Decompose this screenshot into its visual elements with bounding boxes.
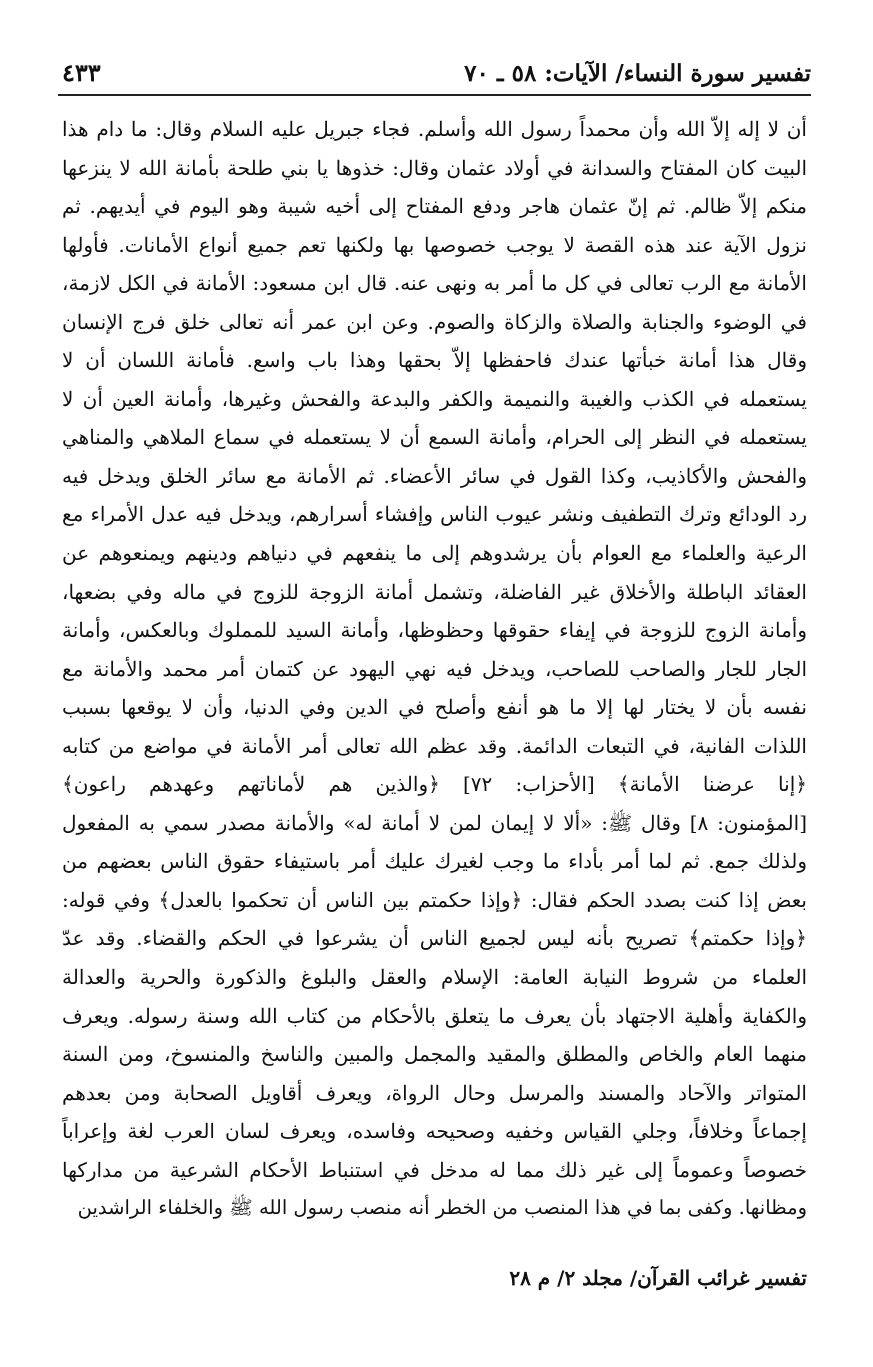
text-line: الرعية والعلماء مع العوام بأن يرشدوهم إلى ما ينفعهم في دنياهم ودينهم ويمنعوهم عن bbox=[62, 541, 807, 566]
body-text bbox=[62, 110, 807, 1228]
text-line: والكفاية وأهلية الاجتهاد بأن يعرف ما يتعلق بالأحكام من كتاب الله وسنة رسوله. ويعرف bbox=[62, 1003, 807, 1028]
text-line: ولذلك جمع. ثم لما أمر بأداء ما وجب لغيرك عليك أمر باستيفاء حقوق الناس بعضهم من bbox=[62, 849, 807, 874]
text-line: والفحش والأكاذيب، وكذا القول في سائر الأعضاء. ثم الأمانة مع سائر الخلق ويدخل فيه bbox=[62, 463, 807, 488]
text-line: إجماعاً وخلافاً، وجلي القياس وخفيه وصحيحه وفاسده، ويعرف لسان العرب لغة وإعراباً bbox=[62, 1119, 807, 1144]
text-line: المتواتر والآحاد والمسند والمرسل وحال الرواة، ويعرف أقاويل الصحابة ومن بعدهم bbox=[62, 1080, 807, 1105]
text-line: بعض إذا كنت بصدد الحكم فقال: ﴿وإذا حكمتم بين الناس أن تحكموا بالعدل﴾ وفي قوله: bbox=[62, 887, 807, 912]
page-number: ٤٣٣ bbox=[62, 58, 101, 87]
text-line: الجار للجار والصاحب للصاحب، ويدخل فيه نهي اليهود عن كتمان أمر محمد والأمانة مع bbox=[62, 656, 807, 681]
text-line: اللذات الفانية، في التبعات الدائمة. وقد عظم الله تعالى أمر الأمانة في مواضع من كتابه bbox=[62, 733, 807, 758]
text-line: منهما العام والخاص والمطلق والمقيد والمجمل والمبين والناسخ والمنسوخ، ومن السنة bbox=[62, 1042, 807, 1067]
signature-footer: تفسير غرائب القرآن/ مجلد ٢/ م ٢٨ bbox=[509, 1266, 807, 1290]
text-line: العلماء من شروط النيابة العامة: الإسلام والعقل والبلوغ والذكورة والحرية والعدالة bbox=[62, 965, 807, 990]
text-line: الأمانة مع الرب تعالى في كل ما أمر به ونهى عنه. قال ابن مسعود: الأمانة في الكل لازمة، bbox=[62, 271, 807, 296]
text-line: وأمانة الزوج للزوجة في إيفاء حقوقها وحظوظها، وأمانة السيد للمملوك وبالعكس، وأمانة bbox=[62, 618, 807, 643]
text-line: منكم إلاّ ظالم. ثم إنّ عثمان هاجر ودفع المفتاح إلى أخيه شيبة وهو اليوم في أيديهم. ثم bbox=[62, 194, 807, 219]
text-line: خصوصاً وعموماً إلى غير ذلك مما له مدخل في استنباط الأحكام الشرعية من مداركها bbox=[62, 1157, 807, 1182]
text-line: ﴿إنا عرضنا الأمانة﴾ [الأحزاب: ٧٢] ﴿والذين هم لأماناتهم وعهدهم راعون﴾ bbox=[62, 772, 807, 797]
text-line: نفسه بأن لا يختار لها إلا ما هو أنفع وأصلح في الدين وفي الدنيا، وأن لا يوقعها بسبب bbox=[62, 695, 807, 720]
text-line: ومظانها. وكفى بما في هذا المنصب من الخطر أنه منصب رسول الله ﷺ والخلفاء الراشدين bbox=[77, 1196, 807, 1220]
text-line: يستعمله في النظر إلى الحرام، وأمانة السمع أن لا يستعمله في سماع الملاهي والمناهي bbox=[62, 425, 807, 450]
text-line: نزول الآية عند هذه القصة لا يوجب خصوصها بها ولكنها تعم جميع أنواع الأمانات. فأولها bbox=[62, 232, 807, 257]
text-line: العقائد الباطلة والأخلاق غير الفاضلة، وتشمل أمانة الزوجة للزوج في ماله وفي بضعها، bbox=[62, 579, 807, 604]
text-line: أن لا إله إلاّ الله وأن محمداً رسول الله وأسلم. فجاء جبريل عليه السلام وقال: ما دام هذا bbox=[62, 117, 807, 141]
text-line: ﴿وإذا حكمتم﴾ تصريح بأنه ليس لجميع الناس أن يشرعوا في الحكم والقضاء. وقد عدّ bbox=[62, 926, 807, 951]
text-line: رد الودائع وترك التطفيف ونشر عيوب الناس وإفشاء أسرارهم، ويدخل فيه عدل الأمراء مع bbox=[62, 502, 807, 527]
header-rule bbox=[58, 94, 811, 96]
text-line: وقال هذا أمانة خبأتها عندك فاحفظها إلاّ بحقها وهذا باب واسع. فأمانة اللسان أن لا bbox=[62, 348, 807, 373]
text-line: [المؤمنون: ٨] وقال ﷺ: «ألا لا إيمان لمن لا أمانة له» والأمانة مصدر سمي به المفعول bbox=[62, 810, 807, 835]
running-title: تفسير سورة النساء/ الآيات: ٥٨ ـ ٧٠ bbox=[464, 60, 811, 87]
text-line: البيت كان المفتاح والسدانة في أولاد عثمان وقال: خذوها يا بني طلحة بأمانة الله لا ينزعها bbox=[62, 155, 807, 180]
text-line: يستعمله في الكذب والغيبة والنميمة والكفر والبدعة والفحش وغيرها، وأمانة العين أن لا bbox=[62, 386, 807, 411]
running-header bbox=[58, 52, 811, 96]
text-line: في الوضوء والجنابة والصلاة والزكاة والصوم. وعن ابن عمر أنه تعالى خلق فرج الإنسان bbox=[62, 309, 807, 334]
